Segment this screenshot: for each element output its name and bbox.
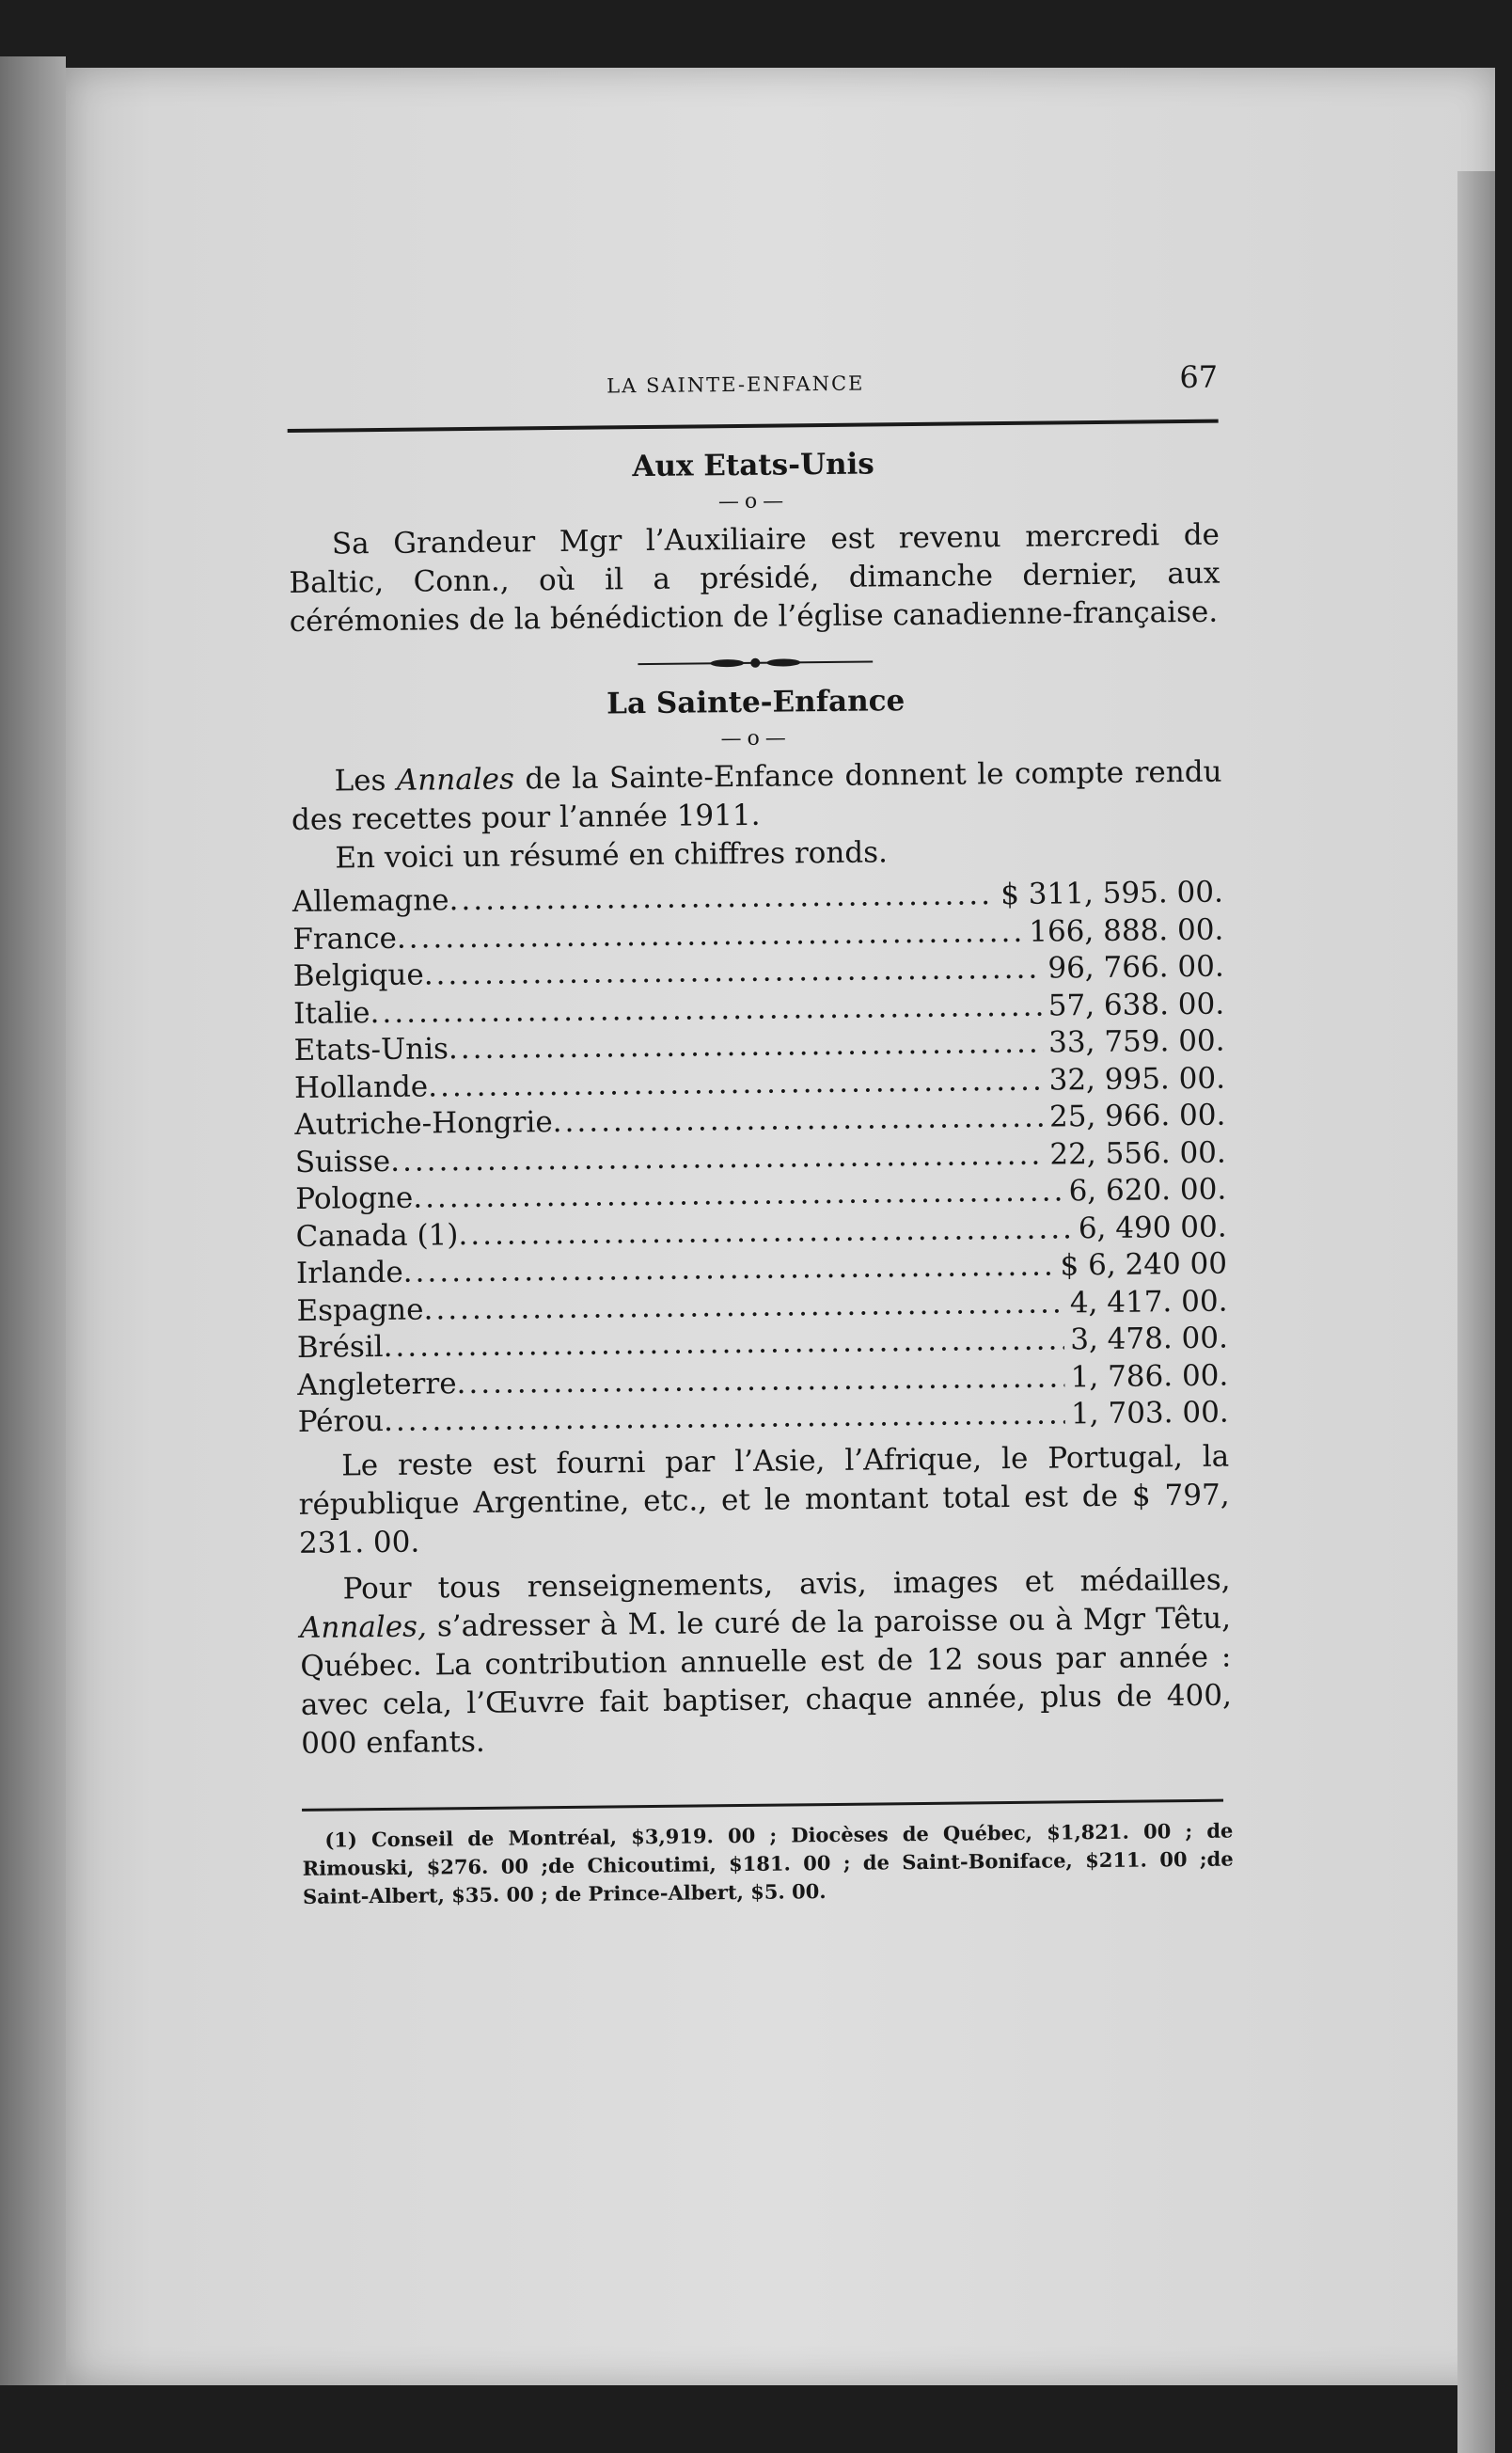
country-name: Italie bbox=[292, 995, 370, 1031]
country-name: Pérou bbox=[297, 1403, 385, 1439]
dot-leader bbox=[449, 1025, 1044, 1068]
country-name: Belgique bbox=[292, 957, 424, 993]
dot-leader bbox=[428, 1062, 1044, 1105]
dot-leader bbox=[456, 1359, 1065, 1402]
info-text-post: s’adresser à M. le curé de la paroisse ou à Mgr Têtu, Québec. La contribution annuelle est de 12 sous par année : avec cela, l’Œuvre fait baptiser, chaque année, plus de 400, 000 enfants. bbox=[300, 1601, 1233, 1761]
facing-page-edge bbox=[0, 56, 66, 2385]
amount-value: 32, 995. 00. bbox=[1048, 1061, 1226, 1098]
country-name: Pologne bbox=[295, 1180, 414, 1216]
summary-line: En voici un résumé en chiffres ronds. bbox=[335, 835, 889, 876]
country-name: Canada (1) bbox=[295, 1217, 459, 1254]
country-name: Hollande bbox=[293, 1068, 429, 1105]
header-rule bbox=[288, 419, 1219, 433]
etats-unis-paragraph: Sa Grandeur Mgr l’Auxiliaire est revenu mercredi de Baltic, Conn., où il a présidé, dimanche dernier, aux cérémonies de la bénédiction de l’église canadienne-française. bbox=[289, 517, 1221, 639]
country-name: Suisse bbox=[294, 1144, 391, 1179]
page-number: 67 bbox=[1179, 358, 1219, 396]
amount-value: 33, 759. 00. bbox=[1048, 1023, 1225, 1060]
running-head bbox=[287, 359, 1219, 421]
section-title-sainte-enfance: La Sainte-Enfance bbox=[606, 684, 906, 721]
dot-leader bbox=[397, 913, 1024, 957]
footnote-rule bbox=[302, 1798, 1223, 1811]
running-title: LA SAINTE-ENFANCE bbox=[606, 372, 865, 398]
amount-value: 96, 766. 00. bbox=[1047, 949, 1224, 986]
dot-leader bbox=[424, 951, 1043, 994]
amount-value: 25, 966. 00. bbox=[1048, 1098, 1226, 1134]
dot-leader bbox=[384, 1396, 1065, 1440]
country-name: Irlande bbox=[295, 1255, 403, 1290]
annales-italic: Annales bbox=[396, 762, 515, 798]
dot-leader bbox=[552, 1100, 1044, 1142]
section-mark: —o— bbox=[717, 489, 790, 514]
amount-value: 22, 556. 00. bbox=[1049, 1135, 1226, 1172]
page-content bbox=[287, 359, 1234, 1911]
annales-italic: Annales, bbox=[299, 1609, 428, 1645]
country-name: Angleterre bbox=[297, 1366, 457, 1402]
country-name: France bbox=[292, 921, 398, 957]
amount-value: 6, 620. 00. bbox=[1068, 1172, 1227, 1209]
country-name: Allemagne bbox=[291, 883, 449, 919]
intro-paragraph bbox=[291, 753, 1222, 840]
footnote: (1) Conseil de Montréal, $3,919. 00 ; Diocèses de Québec, $1,821. 00 ; de Rimouski, $276. 00 ;de Chicoutimi, $181. 00 ; de Saint-Boniface, $211. 00 ;de Saint-Albert, $35. 00 ; de Prince-Albert, $5. 00. bbox=[302, 1818, 1234, 1908]
page-stack-edge bbox=[1457, 171, 1495, 2453]
amount-value: 6, 490 00. bbox=[1078, 1210, 1227, 1245]
country-name: Etats-Unis bbox=[293, 1032, 449, 1068]
section-title-etats-unis: Aux Etats-Unis bbox=[632, 447, 874, 484]
rest-paragraph: Le reste est fourni par l’Asie, l’Afrique, le Portugal, la république Argentine, etc., et le montant total est de $ 797, 231. 00. bbox=[298, 1439, 1230, 1560]
info-paragraph bbox=[299, 1560, 1232, 1763]
dot-leader bbox=[449, 877, 995, 920]
info-text-pre: Pour tous renseignements, avis, images et médailles, bbox=[342, 1562, 1231, 1606]
amount-value: $ 6, 240 00 bbox=[1060, 1246, 1228, 1283]
section-mark: —o— bbox=[720, 726, 792, 752]
dot-leader bbox=[458, 1211, 1073, 1254]
intro-text-post: de la Sainte-Enfance donnent le compte rendu des recettes pour l’année 1911. bbox=[291, 754, 1222, 837]
amount-list bbox=[292, 875, 1229, 1442]
amount-value: $ 311, 595. 00. bbox=[1000, 875, 1224, 912]
amount-value: 166, 888. 00. bbox=[1029, 912, 1224, 949]
ornament-divider bbox=[638, 652, 873, 673]
country-name: Autriche-Hongrie bbox=[294, 1105, 553, 1142]
country-name: Brésil bbox=[296, 1329, 384, 1365]
amount-value: 1, 703. 00. bbox=[1070, 1395, 1229, 1432]
book-page bbox=[66, 68, 1495, 2385]
intro-text-pre: Les bbox=[334, 763, 398, 799]
amount-value: 3, 478. 00. bbox=[1070, 1321, 1229, 1357]
amount-value: 57, 638. 00. bbox=[1047, 987, 1225, 1023]
amount-value: 4, 417. 00. bbox=[1069, 1284, 1228, 1320]
country-name: Espagne bbox=[296, 1292, 424, 1328]
amount-value: 1, 786. 00. bbox=[1070, 1358, 1229, 1394]
